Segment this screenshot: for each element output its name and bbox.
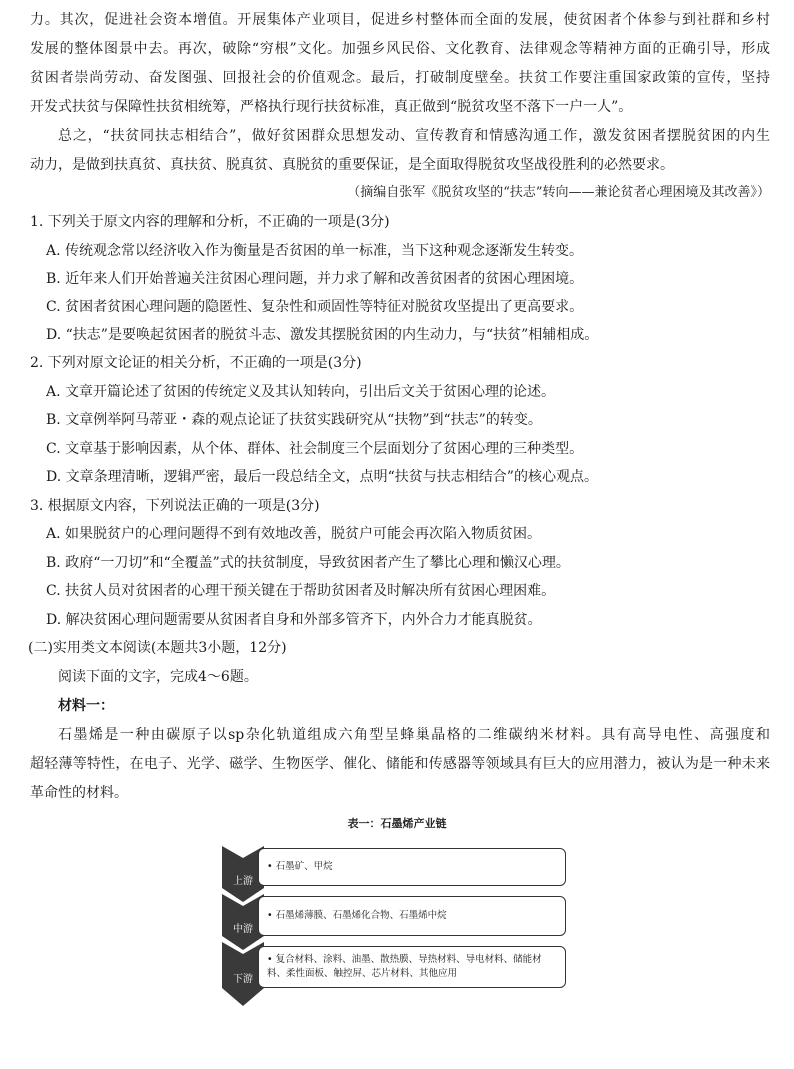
paragraph-line: 贫困者崇尚劳动、奋发图强、回报社会的价值观念。最后，打破制度壁垒。扶贫工作要注重国家政策的宣传，坚持 [30, 70, 770, 86]
question-option: C. 扶贫人员对贫困者的心理干预关键在于帮助贫困者及时解决所有贫困心理困难。 [46, 583, 556, 599]
stage-box [258, 896, 566, 936]
question-option: C. 文章基于影响因素，从个体、群体、社会制度三个层面划分了贫困心理的三种类型。 [46, 441, 584, 457]
question-option: A. 如果脱贫户的心理问题得不到有效地改善，脱贫户可能会再次陷入物质贫困。 [46, 526, 542, 542]
stage-box [258, 946, 566, 988]
question-option: D. “扶志”是要唤起贫困者的脱贫斗志、激发其摆脱贫困的内生动力，与“扶贫”相辅相成。 [46, 327, 599, 343]
paragraph-line: 石墨烯是一种由碳原子以sp杂化轨道组成六角型呈蜂巢晶格的二维碳纳米材料。具有高导电性、高强度和 [58, 727, 770, 743]
paragraph-line: 发展的整体图景中去。再次，破除“穷根”文化。加强乡风民俗、文化教育、法律观念等精神方面的正确引导，形成 [30, 41, 770, 57]
paragraph-line: 动力，是做到扶真贫、真扶贫、脱真贫、真脱贫的重要保证，是全面取得脱贫攻坚战役胜利的必然要求。 [30, 157, 674, 173]
question-option: D. 解决贫困心理问题需要从贫困者自身和外部多管齐下，内外合力才能真脱贫。 [46, 612, 542, 628]
material-label: 材料一： [58, 698, 114, 714]
question-stem: 3. 根据原文内容，下列说法正确的一项是(3分) [30, 498, 320, 514]
question-stem: 2. 下列对原文论证的相关分析，不正确的一项是(3分) [30, 355, 362, 371]
question-option: A. 传统观念常以经济收入作为衡量是否贫困的单一标准，当下这种观念逐渐发生转变。 [46, 243, 584, 259]
paragraph-line: 开发式扶贫与保障性扶贫相统筹，严格执行现行扶贫标准，真正做到“脱贫攻坚不落下一户一人”。 [30, 99, 633, 115]
paragraph-line: 革命性的材料。 [30, 785, 128, 801]
stage-box [258, 848, 566, 886]
stage-label: 下游 [233, 974, 253, 985]
question-stem: 1. 下列关于原文内容的理解和分析，不正确的一项是(3分) [30, 214, 390, 230]
question-option: B. 近年来人们开始普遍关注贫困心理问题，并力求了解和改善贫困者的贫困心理困境。 [46, 271, 584, 287]
stage-content: • 石墨矿、甲烷 [267, 861, 333, 872]
stage-content: • 石墨烯薄膜、石墨烯化合物、石墨烯中烷 [267, 910, 447, 921]
figure-title: 表一：石墨烯产业链 [347, 817, 447, 830]
stage-label: 上游 [233, 876, 253, 887]
paragraph-line: 总之，“扶贫同扶志相结合”，做好贫困群众思想发动、宣传教育和情感沟通工作，激发贫困者摆脱贫困的内生 [58, 128, 770, 144]
question-option: B. 文章例举阿马蒂亚・森的观点论证了扶贫实践研究从“扶物”到“扶志”的转变。 [46, 412, 542, 428]
question-option: A. 文章开篇论述了贫困的传统定义及其认知转向，引出后文关于贫困心理的论述。 [46, 384, 556, 400]
section-heading: (二)实用类文本阅读(本题共3小题，12分) [28, 640, 287, 656]
section-instruction: 阅读下面的文字，完成4～6题。 [58, 669, 258, 685]
stage-content: • 复合材料、涂料、油墨、散热膜、导热材料、导电材料、储能材料、柔性面板、触控屏、芯片材料、其他应用 [267, 954, 542, 979]
question-option: C. 贫困者贫困心理问题的隐匿性、复杂性和顽固性等特征对脱贫攻坚提出了更高要求。 [46, 299, 584, 315]
stage-label: 中游 [233, 924, 253, 935]
question-option: D. 文章条理清晰，逻辑严密，最后一段总结全文，点明“扶贫与扶志相结合”的核心观点。 [46, 469, 598, 485]
paragraph-line: 超轻薄等特性，在电子、光学、磁学、生物医学、催化、储能和传感器等领域具有巨大的应用潜力，被认为是一种未来 [30, 756, 770, 772]
paragraph-line: 力。其次，促进社会资本增值。开展集体产业项目，促进乡村整体而全面的发展，使贫困者个体参与到社群和乡村 [30, 12, 770, 28]
question-option: B. 政府“一刀切”和“全覆盖”式的扶贫制度，导致贫困者产生了攀比心理和懒汉心理。 [46, 555, 570, 571]
source-citation: （摘编自张军《脱贫攻坚的“扶志”转向——兼论贫者心理困境及其改善》） [347, 185, 770, 200]
